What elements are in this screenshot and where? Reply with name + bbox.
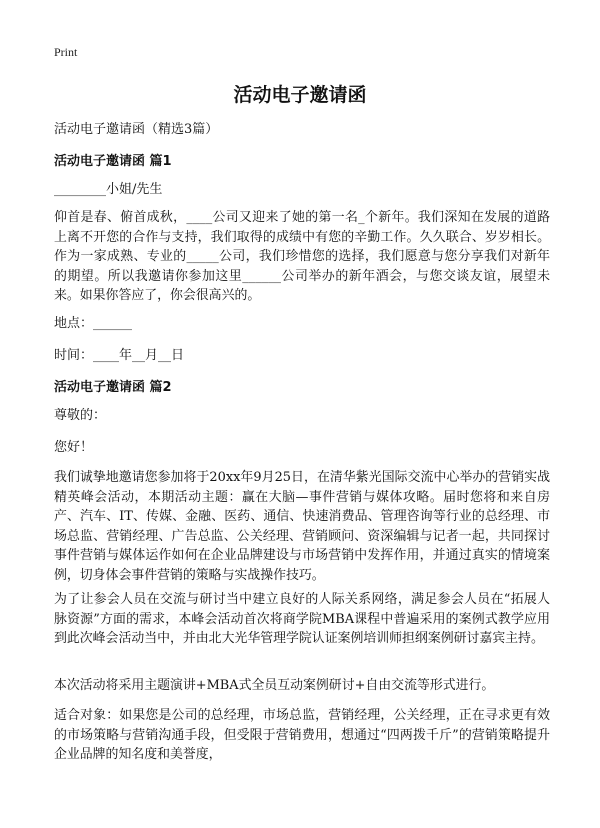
section1-salutation: ________小姐/先生 [54,182,163,197]
section1-time: 时间：____年__月__日 [54,348,185,363]
section2-heading: 活动电子邀请函 篇2 [54,380,172,395]
document-title: 活动电子邀请函 [233,84,367,106]
section1-location: 地点：______ [54,316,133,331]
section2-greeting-2: 您好！ [54,440,94,455]
print-link[interactable]: Print [54,45,78,59]
section2-greeting-1: 尊敬的： [54,408,107,423]
section1-body: 仰首是春、俯首成秋，____公司又迎来了她的第一名_个新年。我们深知在发展的道路上离不开您的合作与支持，我们取得的成绩中有您的辛勤工作。久久联合、岁岁相长。作为一家成熟、专业的_____公司，我们珍惜您的选择，我们愿意与您分享我们对新年的期望。所以我邀请你参加这里______公司举办的新年酒会，与您交谈友谊，展望未来。如果你答应了，你会很高兴的。 [54,210,550,304]
section2-paragraph-4: 适合对象：如果您是公司的总经理，市场总监，营销经理，公关经理，正在寻求更有效的市场策略与营销沟通手段，但受限于营销费用，想通过“四两拨千斤”的营销策略提升企业品牌的知名度和美誉度， [54,708,550,763]
section2-paragraph-2: 为了让参会人员在交流与研讨当中建立良好的人际关系网络，满足参会人员在“拓展人脉资源”方面的需求，本峰会活动首次将商学院MBA课程中普遍采用的案例式教学应用到此次峰会活动当中，并由北大光华管理学院认证案例培训师担纲案例研讨嘉宾主持。 [54,592,550,647]
section1-heading: 活动电子邀请函 篇1 [54,154,172,169]
document-subtitle: 活动电子邀请函（精选3篇） [54,122,219,137]
section2-paragraph-1: 我们诚挚地邀请您参加将于20xx年9月25日，在清华紫光国际交流中心举办的营销实战精英峰会活动，本期活动主题：赢在大脑—事件营销与媒体攻略。届时您将和来自房产、汽车、IT、传媒、金融、医药、通信、快速消费品、管理咨询等行业的总经理、市场总监、营销经理、广告总监、公关经理、营销顾问、资深编辑与记者一起，共同探讨事件营销与媒体运作如何在企业品牌建设与市场营销中发挥作用，并通过真实的情境案例，切身体会事件营销的策略与实战操作技巧。 [54,470,550,583]
section2-paragraph-3: 本次活动将采用主题演讲+MBA式全员互动案例研讨+自由交流等形式进行。 [54,678,495,693]
